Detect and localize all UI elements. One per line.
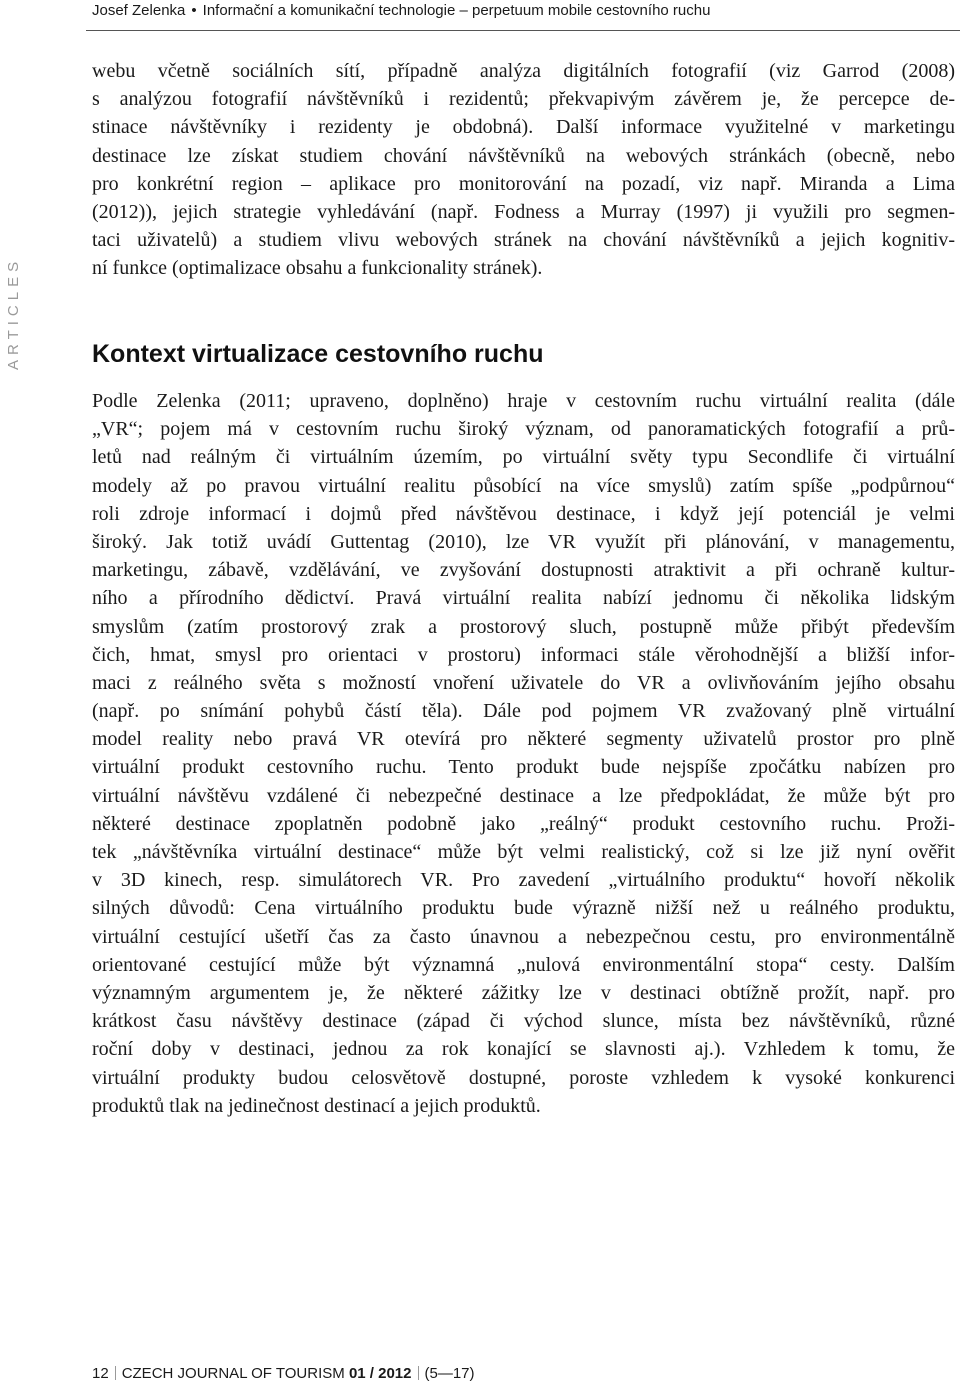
- section-heading: Kontext virtualizace cestovního ruchu: [92, 340, 544, 368]
- text-line: virtuální produkt cestovního ruchu. Tento produkt bude nejspíše zpočátku nabízen pro: [92, 756, 955, 779]
- text-line: pro konkrétní region – aplikace pro monitorování na pozadí, viz např. Miranda a Lima: [92, 172, 955, 195]
- header-divider: [86, 30, 960, 31]
- paragraph-1: [92, 57, 955, 283]
- page-footer: [92, 1365, 475, 1382]
- text-line: významným argumentem je, že některé zážitky lze v destinaci obtížně prožít, např. pro: [92, 981, 955, 1004]
- text-line: silných důvodů: Cena virtuálního produktu bude výrazně nižší než u reálného produktu,: [92, 897, 955, 920]
- text-line: marketingu, zábavě, vzdělávání, ve zvyšování dostupnosti atraktivit a při ochraně kultur-: [92, 559, 955, 582]
- text-line: široký. Jak totiž uvádí Guttentag (2010), lze VR využít při plánování, v managementu,: [92, 530, 955, 553]
- text-line: destinace lze získat studiem chování návštěvníků na webových stránkách (obecně, nebo: [92, 144, 955, 167]
- text-line: s analýzou fotografií návštěvníků i rezidentů; překvapivým závěrem je, že percepce de-: [92, 88, 955, 111]
- text-line: virtuální produkty budou celosvětově dostupné, poroste vzhledem k vysoké konkurenci: [92, 1066, 955, 1089]
- text-line: taci uživatelů) a studiem vlivu webových stránek na chování návštěvníků a jejich kognitiv-: [92, 229, 955, 252]
- page-range: (5—17): [424, 1365, 475, 1382]
- text-line: smyslům (zatím prostorový zrak a prostorový sluch, postupně může přibýt především: [92, 615, 955, 638]
- footer-separator: [418, 1366, 419, 1380]
- text-line: virtuální cestující ušetří čas za často únavnou a nebezpečnou cestu, pro environmentálně: [92, 925, 955, 948]
- text-line: tek „návštěvníka virtuální destinace“ může být velmi realistický, což si lze již nyní ověřit: [92, 841, 955, 863]
- text-line: v 3D kinech, resp. simulátorech VR. Pro zavedení „virtuálního produktu“ hovoří několik: [92, 869, 955, 892]
- text-line: „VR“; pojem má v cestovním ruchu široký význam, od panoramatických fotografií a prů-: [92, 418, 955, 441]
- text-line: virtuální návštěvu vzdálené či nebezpečné destinace a lze předpokládat, že může být pro: [92, 784, 955, 807]
- paragraph-2: [92, 387, 955, 1120]
- text-line: (např. po snímání pohybů částí těla). Dále pod pojmem VR zvažovaný plně virtuální: [92, 700, 955, 723]
- text-line: některé destinace zpoplatněn podobně jako „reálný“ produkt cestovního ruchu. Proži-: [92, 812, 955, 835]
- text-line: (2012)), jejich strategie vyhledávání (např. Fodness a Murray (1997) ji využili pro segmen-: [92, 200, 955, 223]
- journal-issue: 01 / 2012: [348, 1365, 412, 1382]
- text-line: letů nad reálným či virtuálním územím, po virtuální světy typu Secondlife či virtuální: [92, 446, 955, 469]
- text-line: produktů tlak na jedinečnost destinací a jejich produktů.: [92, 1094, 541, 1117]
- running-header: [92, 2, 952, 24]
- header-title: Informační a komunikační technologie – perpetuum mobile cestovního ruchu: [202, 2, 711, 19]
- footer-separator: [115, 1366, 116, 1380]
- journal-name: CZECH JOURNAL OF TOURISM: [121, 1365, 345, 1382]
- text-line: modely až po pravou virtuální realitu působící na více smyslů) zatím spíše „podpůrnou“: [92, 474, 955, 497]
- text-line: čich, hmat, smysl pro orientaci v prostoru) informaci stále věrohodnější a bližší infor-: [92, 643, 955, 666]
- text-line: orientované cestující může být významná „nulová environmentální stopa“ cesty. Dalším: [92, 953, 955, 976]
- page-number: 12: [92, 1365, 109, 1382]
- section-side-label: ARTICLES: [5, 256, 22, 370]
- text-line: roční doby v destinaci, jednou za rok konající se slavnosti aj.). Vzhledem k tomu, že: [92, 1038, 955, 1061]
- text-line: model reality nebo pravá VR otevírá pro některé segmenty uživatelů prostor pro plně: [92, 728, 955, 751]
- text-line: webu včetně sociálních sítí, případně analýza digitálních fotografií (viz Garrod (2008): [92, 60, 955, 82]
- text-line: maci z reálného světa s možností vnoření uživatele do VR a ovlivňováním jejího obsahu: [92, 671, 955, 694]
- text-line: Podle Zelenka (2011; upraveno, doplněno) hraje v cestovním ruchu virtuální realita (dále: [92, 390, 955, 412]
- header-bullet: •: [191, 2, 197, 19]
- text-line: stinace návštěvníky i rezidenty je obdobná). Další informace využitelné v marketingu: [92, 116, 955, 139]
- text-line: krátkost času návštěvy destinace (západ či východ slunce, místa bez návštěvníků, různé: [92, 1010, 955, 1033]
- text-line: ní funkce (optimalizace obsahu a funkcionality stránek).: [92, 257, 543, 280]
- header-author: Josef Zelenka: [92, 2, 186, 19]
- text-line: roli zdroje informací i dojmů před návštěvou destinace, i když její potenciál je velmi: [92, 502, 955, 525]
- text-line: ního a přírodního dědictví. Pravá virtuální realita nabízí jednomu či několika lidským: [92, 587, 955, 610]
